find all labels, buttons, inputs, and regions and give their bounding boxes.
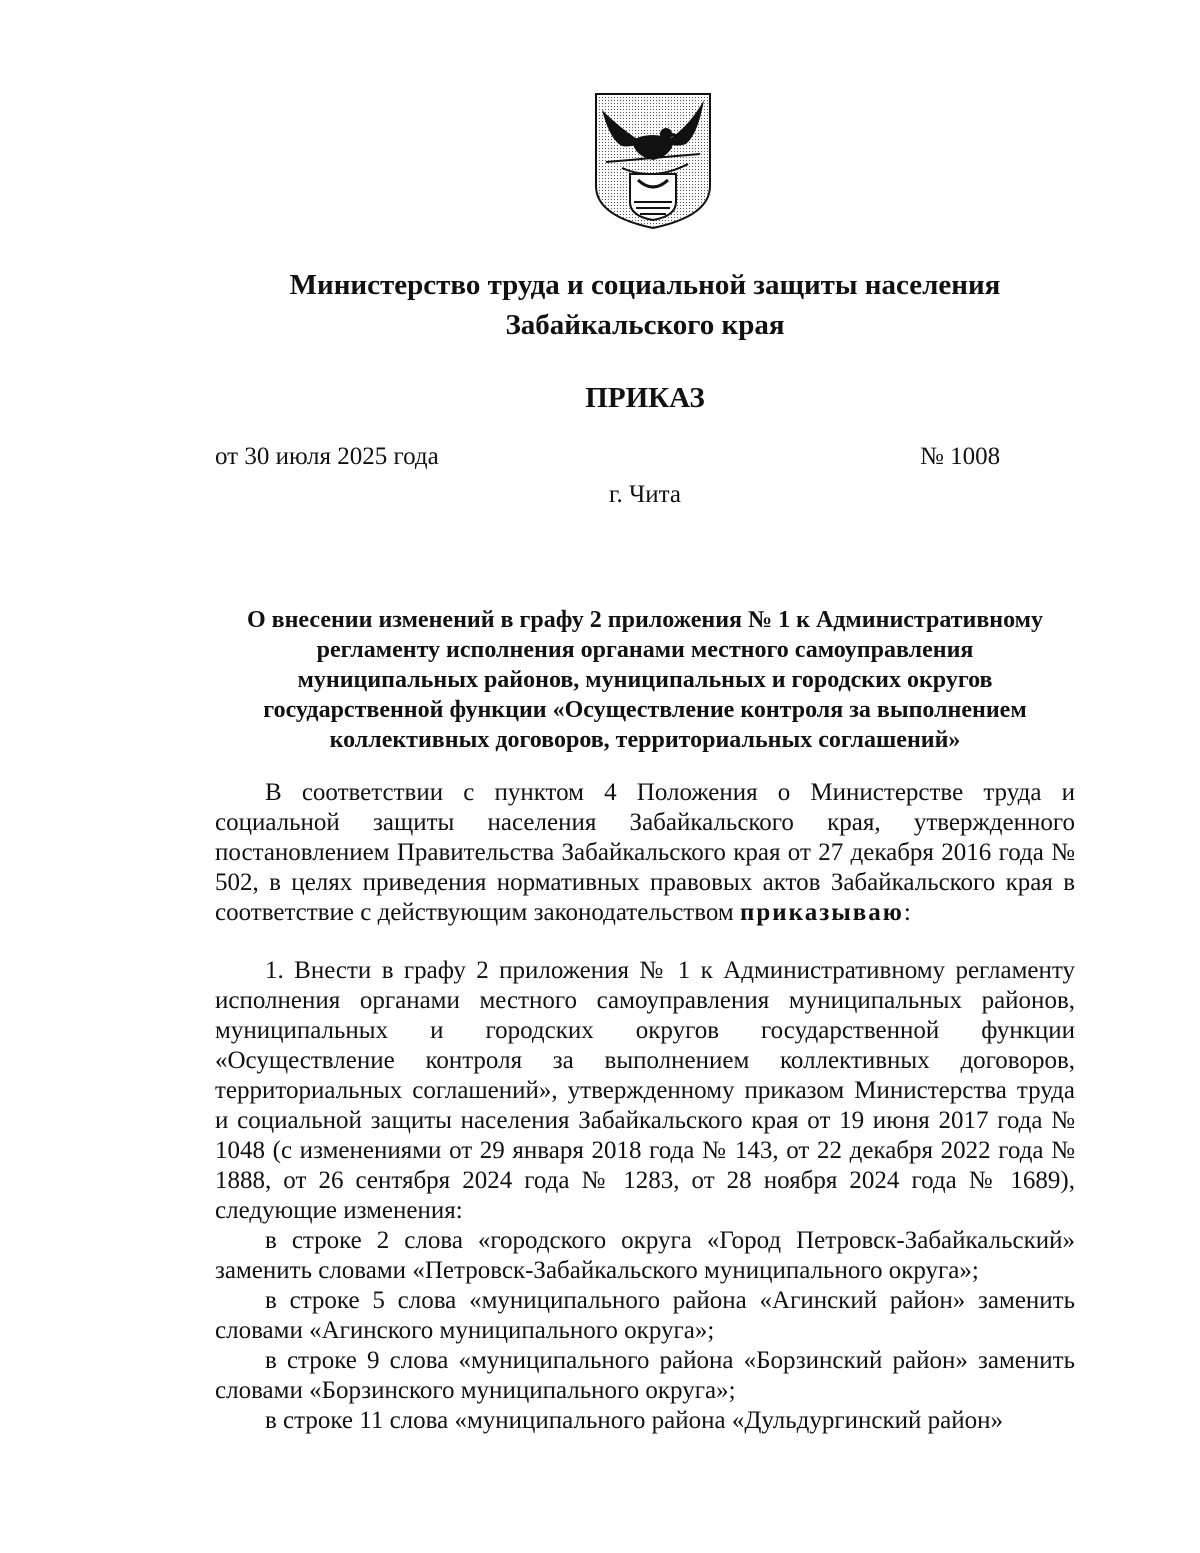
- preamble-directive: приказываю: [739, 899, 904, 926]
- item-1-paragraph: 1. Внести в графу 2 приложения № 1 к Административному регламенту исполнения органами местного самоуправления муниципальных районов, муниципальных и городских округов государственной функции «Осуществление контроля за выполнением коллективных договоров, территориальных соглашений», утвержденному приказом Министерства труда и социальной защиты населения Забайкальского края от 19 июня 2017 года № 1048 (с изменениями от 29 января 2018 года № 143, от 22 декабря 2022 года № 1888, от 26 сентября 2024 года № 1283, от 28 ноября 2024 года № 1689), следующие изменения:: [215, 957, 1075, 1224]
- preamble-colon: :: [903, 899, 911, 926]
- change-row-5: в строке 5 слова «муниципального района «Агинский район» заменить словами «Агинского муниципального округа»;: [215, 1287, 1075, 1344]
- preamble-paragraph: [215, 778, 1075, 928]
- change-row-9: в строке 9 слова «муниципального района «Борзинский район» заменить словами «Борзинского муниципального округа»;: [215, 1347, 1075, 1404]
- order-subject: [215, 605, 1075, 755]
- ministry-name-line1: Министерство труда и социальной защиты населения: [289, 269, 1001, 301]
- subject-line: государственной функции «Осуществление контроля за выполнением: [263, 697, 1027, 723]
- order-date: от 30 июля 2025 года: [215, 443, 439, 470]
- order-body: [215, 778, 1075, 1436]
- coat-of-arms-emblem: [592, 90, 714, 230]
- city-name: г. Чита: [609, 481, 681, 508]
- ministry-name: [0, 265, 1200, 345]
- ministry-name-line2: Забайкальского края: [505, 309, 785, 341]
- change-row-2: в строке 2 слова «городского округа «Город Петровск-Забайкальский» заменить словами «Петровск-Забайкальского муниципального округа»;: [215, 1227, 1075, 1284]
- subject-line: коллективных договоров, территориальных соглашений»: [329, 727, 961, 753]
- subject-line: муниципальных районов, муниципальных и городских округов: [297, 667, 993, 693]
- change-row-11: в строке 11 слова «муниципального района «Дульдургинский район»: [265, 1407, 1004, 1434]
- preamble-text: В соответствии с пунктом 4 Положения о Министерстве труда и социальной защиты населения Забайкальского края, утвержденного постановлением Правительства Забайкальского края от 27 декабря 2016 года № 502, в целях приведения нормативных правовых актов Забайкальского края в соответствие с действующим законодательством: [215, 779, 1075, 926]
- order-number: № 1008: [920, 443, 1001, 470]
- subject-line: О внесении изменений в графу 2 приложения № 1 к Административному: [246, 607, 1044, 633]
- document-type-title: ПРИКАЗ: [585, 382, 705, 414]
- subject-line: регламенту исполнения органами местного самоуправления: [316, 637, 974, 663]
